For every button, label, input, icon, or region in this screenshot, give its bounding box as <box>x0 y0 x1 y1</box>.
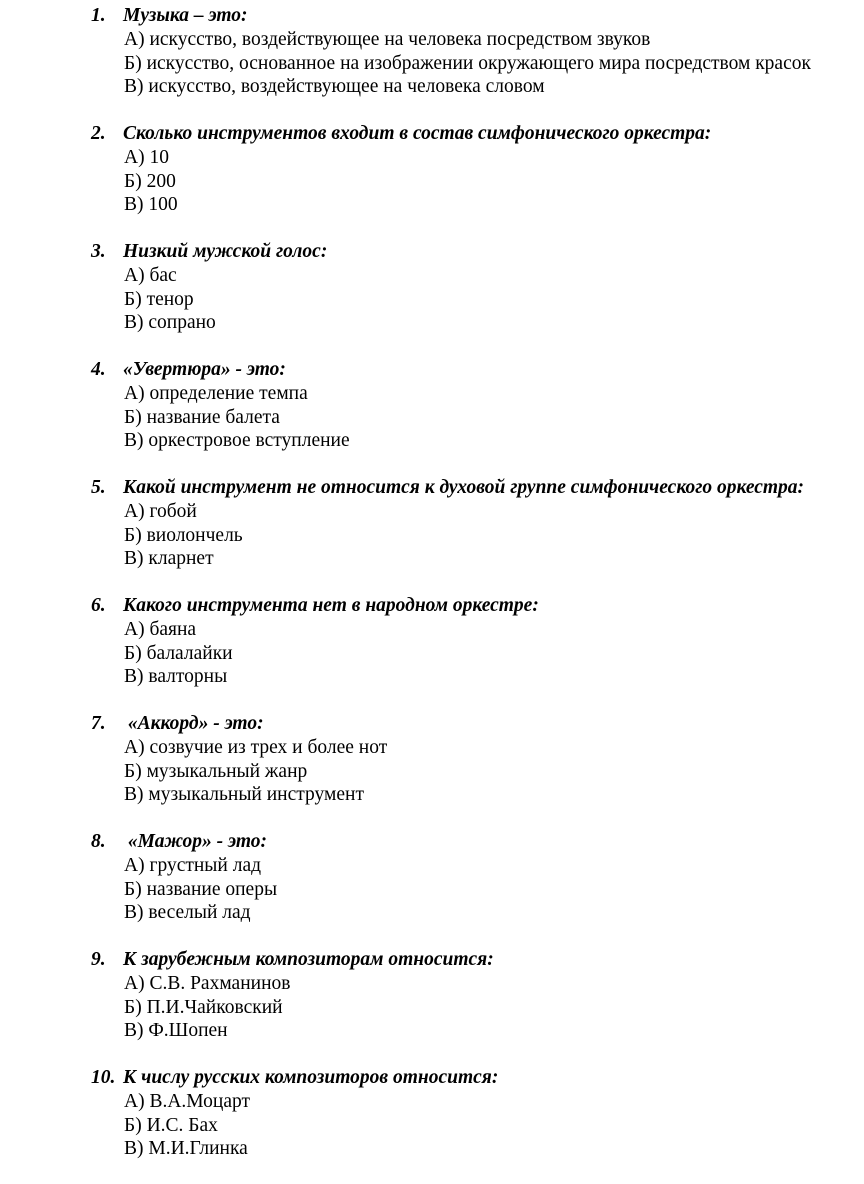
answer-option: А) искусство, воздействующее на человека посредством звуков <box>124 29 651 50</box>
question-number: 10. <box>91 1067 116 1088</box>
question-5 <box>0 476 864 594</box>
answer-option: Б) тенор <box>124 288 194 310</box>
quiz-document <box>0 4 864 1184</box>
answer-option: А) гобой <box>124 501 197 522</box>
question-10 <box>0 1066 864 1184</box>
answer-option: А) 10 <box>124 147 169 168</box>
answer-options <box>124 972 290 1043</box>
answer-option: Б) И.С. Бах <box>124 1114 218 1136</box>
question-text: Музыка – это: <box>123 5 248 26</box>
answer-option: А) определение темпа <box>124 383 308 404</box>
question-8 <box>0 830 864 948</box>
question-9 <box>0 948 864 1066</box>
question-text: Низкий мужской голос: <box>123 241 328 262</box>
question-title <box>91 712 264 736</box>
answer-options <box>124 500 243 571</box>
answer-option: В) музыкальный инструмент <box>124 784 364 806</box>
question-7 <box>0 712 864 830</box>
question-number: 7. <box>91 713 106 734</box>
question-title <box>91 476 804 500</box>
answer-option: В) 100 <box>124 194 178 216</box>
answer-option: А) бас <box>124 265 177 286</box>
question-text: К зарубежным композиторам относится: <box>123 949 494 970</box>
question-text: Какого инструмента нет в народном оркестре: <box>123 595 539 616</box>
question-title <box>91 122 711 146</box>
answer-option: Б) название балета <box>124 406 280 428</box>
answer-option: Б) название оперы <box>124 878 278 900</box>
question-6 <box>0 594 864 712</box>
answer-option: Б) виолончель <box>124 524 243 546</box>
answer-options <box>124 146 178 217</box>
answer-option: А) баяна <box>124 619 197 640</box>
question-number: 4. <box>91 359 106 380</box>
answer-option: В) веселый лад <box>124 902 251 924</box>
answer-option: А) С.В. Рахманинов <box>124 973 291 994</box>
question-3 <box>0 240 864 358</box>
answer-options <box>124 736 387 807</box>
question-title <box>91 948 494 972</box>
question-text: «Аккорд» - это: <box>123 713 264 734</box>
answer-option: В) сопрано <box>124 312 216 334</box>
question-title <box>91 1066 498 1090</box>
question-title <box>91 4 248 28</box>
question-title <box>91 358 286 382</box>
question-text: К числу русских композиторов относится: <box>123 1067 499 1088</box>
answer-option: А) грустный лад <box>124 855 262 876</box>
question-2 <box>0 122 864 240</box>
answer-option: Б) 200 <box>124 170 176 192</box>
question-number: 9. <box>91 949 106 970</box>
answer-options <box>124 382 350 453</box>
answer-option: В) оркестровое вступление <box>124 430 350 452</box>
question-text: Сколько инструментов входит в состав симфонического оркестра: <box>123 123 712 144</box>
question-number: 6. <box>91 595 106 616</box>
answer-options <box>124 854 277 925</box>
answer-options <box>124 618 233 689</box>
answer-options <box>124 1090 250 1161</box>
answer-option: В) искусство, воздействующее на человека словом <box>124 76 545 98</box>
answer-option: А) В.А.Моцарт <box>124 1091 250 1112</box>
answer-option: Б) искусство, основанное на изображении окружающего мира посредством красок <box>124 52 811 74</box>
answer-option: В) Ф.Шопен <box>124 1020 228 1042</box>
answer-option: В) кларнет <box>124 548 214 570</box>
answer-option: А) созвучие из трех и более нот <box>124 737 388 758</box>
question-text: «Мажор» - это: <box>123 831 268 852</box>
question-title <box>91 240 327 264</box>
question-number: 5. <box>91 477 106 498</box>
question-number: 1. <box>91 5 106 26</box>
answer-option: Б) П.И.Чайковский <box>124 996 283 1018</box>
answer-option: Б) балалайки <box>124 642 233 664</box>
question-number: 3. <box>91 241 106 262</box>
question-title <box>91 830 267 854</box>
question-4 <box>0 358 864 476</box>
answer-option: В) М.И.Глинка <box>124 1138 248 1160</box>
question-text: «Увертюра» - это: <box>123 359 286 380</box>
question-title <box>91 594 539 618</box>
answer-option: В) валторны <box>124 666 228 688</box>
answer-options <box>124 28 811 99</box>
question-text: Какой инструмент не относится к духовой группе симфонического оркестра: <box>123 477 805 498</box>
answer-options <box>124 264 216 335</box>
question-1 <box>0 4 864 122</box>
question-number: 8. <box>91 831 106 852</box>
question-number: 2. <box>91 123 106 144</box>
answer-option: Б) музыкальный жанр <box>124 760 308 782</box>
